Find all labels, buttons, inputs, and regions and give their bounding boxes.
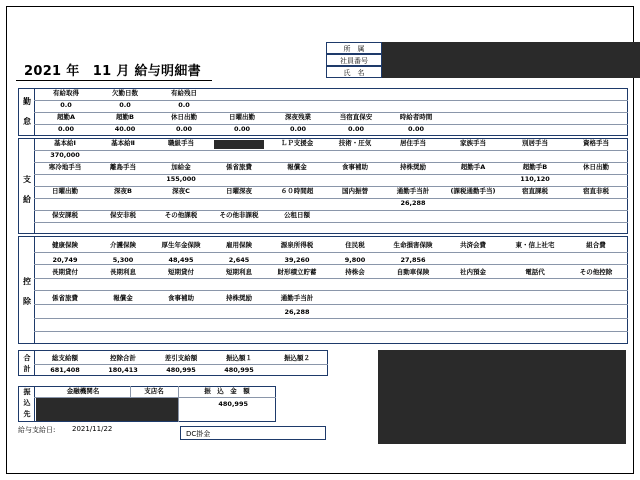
transfer-side-label-1: 振 xyxy=(23,388,31,396)
value-overtime-pay-b: 110,120 xyxy=(520,175,550,183)
payments-side-label-2: 給 xyxy=(23,195,31,204)
label-transfer-1: 振込額１ xyxy=(226,354,252,362)
value-transfer-1: 480,995 xyxy=(224,366,254,374)
label-total-deductions: 控除合計 xyxy=(110,354,136,362)
label-stock-incentive: 持株奨励 xyxy=(400,163,426,171)
label-ded-reward: 報償金 xyxy=(113,294,133,302)
label-other-nontaxable: その他非課税 xyxy=(219,211,259,219)
transfer-divider xyxy=(34,386,35,422)
label-additional-pay: 加給金 xyxy=(171,163,191,171)
label-car-insurance: 自動車保険 xyxy=(396,268,430,276)
label-commute-total: 通勤手当計 xyxy=(396,187,430,195)
label-union-fee: 組合費 xyxy=(586,241,606,249)
label-ded-travel-expense: 係省旅費 xyxy=(52,294,78,302)
label-branch-name: 支店名 xyxy=(144,387,164,395)
redacted-block xyxy=(378,350,626,444)
label-taxable-commute: (課税通勤手当) xyxy=(450,187,496,195)
row-line xyxy=(34,252,628,253)
value-commute-total: 26,288 xyxy=(400,199,426,207)
value-absence-days: 0.0 xyxy=(119,101,131,109)
label-late-night-c: 深夜C xyxy=(172,187,190,195)
label-bank-name: 金融機関名 xyxy=(66,387,100,395)
label-holiday-work-pay: 休日出勤 xyxy=(583,163,609,171)
department-label: 所 属 xyxy=(326,42,382,54)
label-meal-subsidy: 食事補助 xyxy=(342,163,368,171)
label-domestic-transfer: 国内振替 xyxy=(342,187,368,195)
label-resident-tax: 住民税 xyxy=(345,241,365,249)
name-label: 氏 名 xyxy=(326,66,382,78)
value-health-insurance: 20,749 xyxy=(52,256,78,264)
value-life-insurance: 27,856 xyxy=(400,256,426,264)
redacted-bank-info xyxy=(36,398,178,421)
label-grade-allowance: 職級手当 xyxy=(168,139,194,147)
row-line xyxy=(34,364,328,365)
value-pension-insurance: 48,495 xyxy=(168,256,194,264)
label-holiday-work: 休日出勤 xyxy=(171,113,197,121)
label-separation-allowance: 別居手当 xyxy=(522,139,548,147)
label-security-nontaxable: 保安非税 xyxy=(110,211,136,219)
value-gross-pay: 681,408 xyxy=(50,366,80,374)
value-paid-leave-taken: 0.0 xyxy=(60,101,72,109)
row-line xyxy=(34,150,628,151)
label-overtime-a: 超勤A xyxy=(56,113,76,121)
department-value-redacted xyxy=(382,42,640,54)
value-ded-commute-total: 26,288 xyxy=(284,308,310,316)
label-public-daily-rate: 公租日額 xyxy=(284,211,310,219)
label-overtime-pay-a: 超勤手A xyxy=(460,163,486,171)
label-company-deposit: 社内預金 xyxy=(460,268,486,276)
dc-contribution-label: DC掛金 xyxy=(186,430,211,438)
label-ded-commute-total: 通勤手当計 xyxy=(280,294,314,302)
employee-number-label: 社員番号 xyxy=(326,54,382,66)
attendance-side-label-1: 勤 xyxy=(23,97,31,106)
value-paid-leave-remaining: 0.0 xyxy=(178,101,190,109)
transfer-side-label-3: 先 xyxy=(23,410,31,418)
value-overtime-a: 0.00 xyxy=(57,125,75,133)
label-ded-meal-subsidy: 食事補助 xyxy=(168,294,194,302)
redacted-cell xyxy=(214,140,264,149)
deductions-side-label-1: 控 xyxy=(23,277,31,286)
label-late-night-overtime: 深夜残業 xyxy=(285,113,311,121)
row-line xyxy=(34,222,628,223)
label-short-term-interest: 短期利息 xyxy=(226,268,252,276)
label-other-deductions: その他控除 xyxy=(579,268,613,276)
value-net-pay: 480,995 xyxy=(166,366,196,374)
label-security-taxable: 保安課税 xyxy=(52,211,78,219)
label-travel-expense: 係省旅費 xyxy=(226,163,252,171)
label-care-insurance: 介護保険 xyxy=(110,241,136,249)
label-company-housing: 東・信上社宅 xyxy=(515,241,555,249)
pay-date-label: 給与支給日: xyxy=(18,426,56,434)
label-long-term-interest: 長期利息 xyxy=(110,268,136,276)
label-employment-insurance: 雇用保険 xyxy=(226,241,252,249)
label-qualification-allowance: 資格手当 xyxy=(583,139,609,147)
payments-side-label-1: 支 xyxy=(23,175,31,184)
label-phone-fee: 電話代 xyxy=(525,268,545,276)
row-line xyxy=(34,304,628,305)
label-sunday-work-pay: 日曜出勤 xyxy=(52,187,78,195)
label-cold-region-allowance: 寒冷地手当 xyxy=(48,163,82,171)
label-sunday-work: 日曜出勤 xyxy=(229,113,255,121)
label-family-allowance: 家族手当 xyxy=(460,139,486,147)
attendance-side-label-2: 怠 xyxy=(23,117,31,126)
label-income-tax: 源泉所得税 xyxy=(280,241,314,249)
label-island-allowance: 離島手当 xyxy=(110,163,136,171)
label-health-insurance: 健康保険 xyxy=(52,241,78,249)
value-hourly-time: 0.00 xyxy=(407,125,425,133)
label-technical-pressure: 技術・圧気 xyxy=(338,139,372,147)
value-care-insurance: 5,300 xyxy=(112,256,134,264)
label-paid-leave-taken: 有給取得 xyxy=(53,89,79,97)
value-resident-tax: 9,800 xyxy=(344,256,366,264)
label-other-taxable: その他課税 xyxy=(164,211,198,219)
totals-divider xyxy=(34,350,35,376)
label-base-pay-1: 基本給Ⅰ xyxy=(54,139,76,147)
label-life-insurance: 生命損害保険 xyxy=(393,241,433,249)
value-transfer-amount: 480,995 xyxy=(218,400,248,408)
label-lp-support: ＬＰ支援金 xyxy=(280,139,314,147)
totals-side-label-1: 合 xyxy=(23,354,31,362)
label-sunday-late-night: 日曜深夜 xyxy=(226,187,252,195)
label-absence-days: 欠勤日数 xyxy=(112,89,138,97)
employee-number-value-redacted xyxy=(382,54,640,66)
label-over-60-hours: ６０時間超 xyxy=(280,187,314,195)
label-reward: 報償金 xyxy=(287,163,307,171)
row-line xyxy=(34,290,628,291)
deductions-side-label-2: 除 xyxy=(23,297,31,306)
label-overtime-pay-b: 超勤手B xyxy=(522,163,548,171)
label-asset-savings: 財形積立貯蓄 xyxy=(277,268,317,276)
label-long-term-loan: 長期貸付 xyxy=(52,268,78,276)
label-hourly-time: 時給者時間 xyxy=(399,113,433,121)
row-line xyxy=(34,318,628,319)
value-night-duty: 0.00 xyxy=(347,125,365,133)
value-sunday-work: 0.00 xyxy=(233,125,251,133)
label-base-pay-2: 基本給Ⅱ xyxy=(111,139,135,147)
label-night-duty: 当宿直保安 xyxy=(339,113,373,121)
value-total-deductions: 180,413 xyxy=(108,366,138,374)
pay-date-value: 2021/11/22 xyxy=(72,425,113,433)
value-holiday-work: 0.00 xyxy=(175,125,193,133)
label-mutual-aid-fee: 共済会費 xyxy=(460,241,486,249)
transfer-side-label-2: 込 xyxy=(23,399,31,407)
name-value-redacted xyxy=(382,66,640,78)
label-paid-leave-remaining: 有給残日 xyxy=(171,89,197,97)
label-night-duty-taxable: 宿直課税 xyxy=(522,187,548,195)
label-late-night-b: 深夜B xyxy=(114,187,132,195)
label-pension-insurance: 厚生年金保険 xyxy=(161,241,201,249)
label-stock-association: 持株会 xyxy=(345,268,365,276)
value-late-night-overtime: 0.00 xyxy=(289,125,307,133)
label-short-term-loan: 短期貸付 xyxy=(168,268,194,276)
page-title: 2021 年 11 月 給与明細書 xyxy=(24,64,201,79)
label-overtime-b: 超勤B xyxy=(116,113,134,121)
label-ded-stock-incentive: 持株奨励 xyxy=(226,294,252,302)
totals-side-label-2: 計 xyxy=(23,365,31,373)
value-income-tax: 39,260 xyxy=(284,256,310,264)
label-gross-pay: 総支給額 xyxy=(52,354,78,362)
label-net-pay: 差引支給額 xyxy=(164,354,198,362)
label-housing-allowance: 居住手当 xyxy=(400,139,426,147)
value-employment-insurance: 2,645 xyxy=(228,256,250,264)
value-overtime-b: 40.00 xyxy=(114,125,136,133)
row-line xyxy=(34,278,628,279)
row-line xyxy=(34,198,628,199)
label-night-duty-nontaxable: 宿直非税 xyxy=(583,187,609,195)
title-underline xyxy=(16,80,212,81)
label-transfer-amount: 振 込 金 額 xyxy=(204,387,250,395)
label-transfer-2: 振込額２ xyxy=(284,354,310,362)
value-base-pay-1: 370,000 xyxy=(50,151,80,159)
row-line xyxy=(34,331,628,332)
value-additional-pay: 155,000 xyxy=(166,175,196,183)
